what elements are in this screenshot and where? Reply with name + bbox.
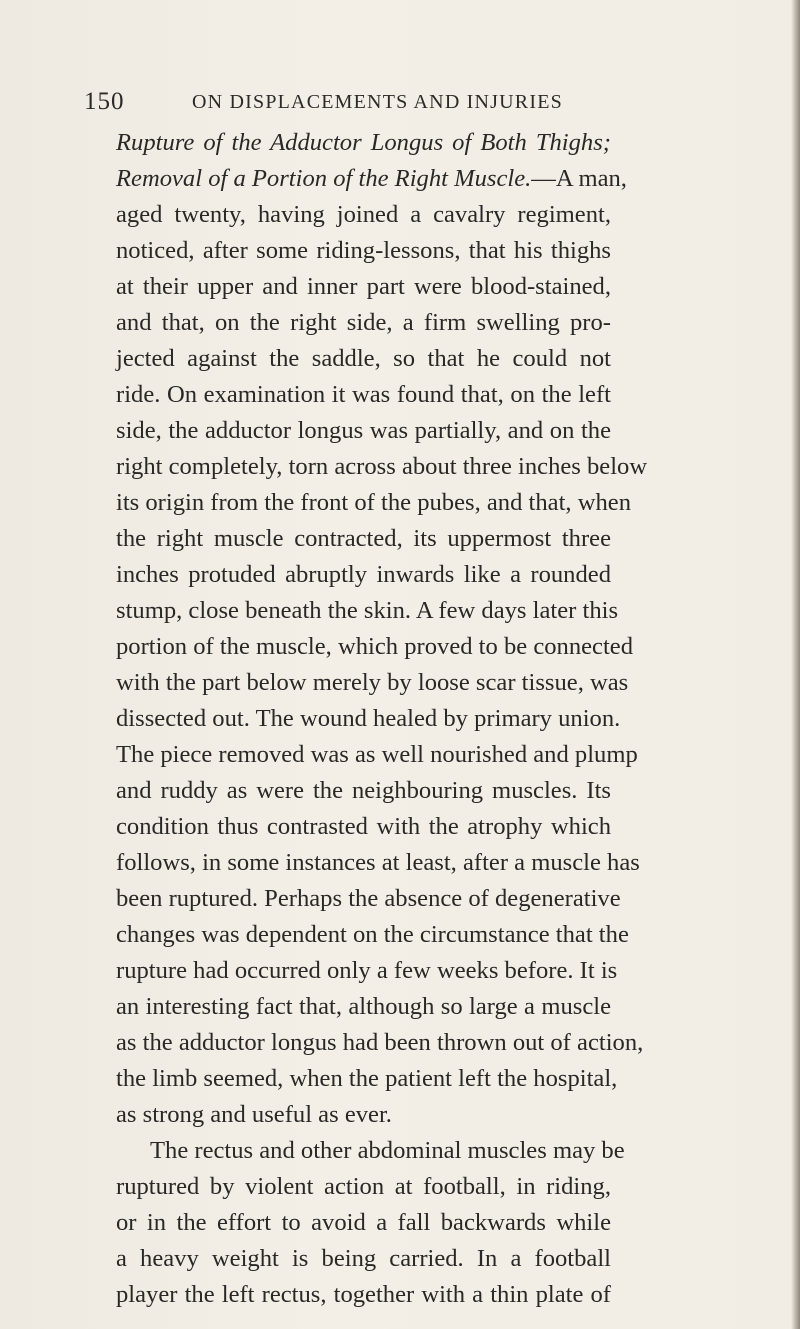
text-line: the right muscle contracted, its uppermost three (116, 525, 611, 552)
text-line: follows, in some instances at least, after a muscle has (116, 849, 640, 876)
text-line: side, the adductor longus was partially, and on the (116, 417, 611, 444)
text-line: the limb seemed, when the patient left the hospital, (116, 1065, 618, 1092)
text-line: its origin from the front of the pubes, and that, when (116, 489, 631, 516)
body-text (116, 125, 648, 1313)
section-title-line-1: Rupture of the Adductor Longus of Both Thighs; (116, 129, 611, 156)
section-title-part-2: Removal of a Portion of the Right Muscle. (116, 165, 532, 192)
running-head: ON DISPLACEMENTS AND INJURIES (192, 91, 563, 113)
section-title-line-2-rest: —A man, (531, 165, 627, 192)
text-line: or in the effort to avoid a fall backwards while (116, 1209, 611, 1236)
text-line: and ruddy as were the neighbouring muscles. Its (116, 777, 611, 804)
text-line: as the adductor longus had been thrown out of action, (116, 1029, 644, 1056)
text-line: an interesting fact that, although so large a muscle (116, 993, 611, 1020)
text-line: inches protuded abruptly inwards like a rounded (116, 561, 611, 588)
text-line: condition thus contrasted with the atrophy which (116, 813, 611, 840)
text-line: The rectus and other abdominal muscles may be (150, 1137, 625, 1164)
text-line: with the part below merely by loose scar tissue, was (116, 669, 629, 696)
text-line: rupture had occurred only a few weeks before. It is (116, 957, 618, 984)
text-line: portion of the muscle, which proved to be connected (116, 633, 633, 660)
text-line: changes was dependent on the circumstance that the (116, 921, 629, 948)
text-line: player the left rectus, together with a thin plate of (116, 1281, 611, 1308)
page-number: 150 (84, 88, 125, 115)
text-line: as strong and useful as ever. (116, 1101, 392, 1128)
text-line: stump, close beneath the skin. A few days later this (116, 597, 619, 624)
text-line: and that, on the right side, a firm swelling pro- (116, 309, 611, 336)
text-line: ruptured by violent action at football, in riding, (116, 1173, 611, 1200)
text-line: noticed, after some riding-lessons, that his thighs (116, 237, 611, 264)
text-line: at their upper and inner part were blood-stained, (116, 273, 611, 300)
page-edge-shadow (791, 0, 800, 1329)
text-line: a heavy weight is being carried. In a football (116, 1245, 611, 1272)
text-line: dissected out. The wound healed by primary union. (116, 705, 621, 732)
text-line: The piece removed was as well nourished and plump (116, 741, 638, 768)
text-line: ride. On examination it was found that, on the left (116, 381, 611, 408)
text-line: right completely, torn across about three inches below (116, 453, 648, 480)
page-header (84, 88, 644, 118)
section-title-line-2 (116, 161, 627, 197)
text-line: jected against the saddle, so that he could not (116, 345, 611, 372)
text-line: been ruptured. Perhaps the absence of degenerative (116, 885, 621, 912)
text-line: aged twenty, having joined a cavalry regiment, (116, 201, 611, 228)
